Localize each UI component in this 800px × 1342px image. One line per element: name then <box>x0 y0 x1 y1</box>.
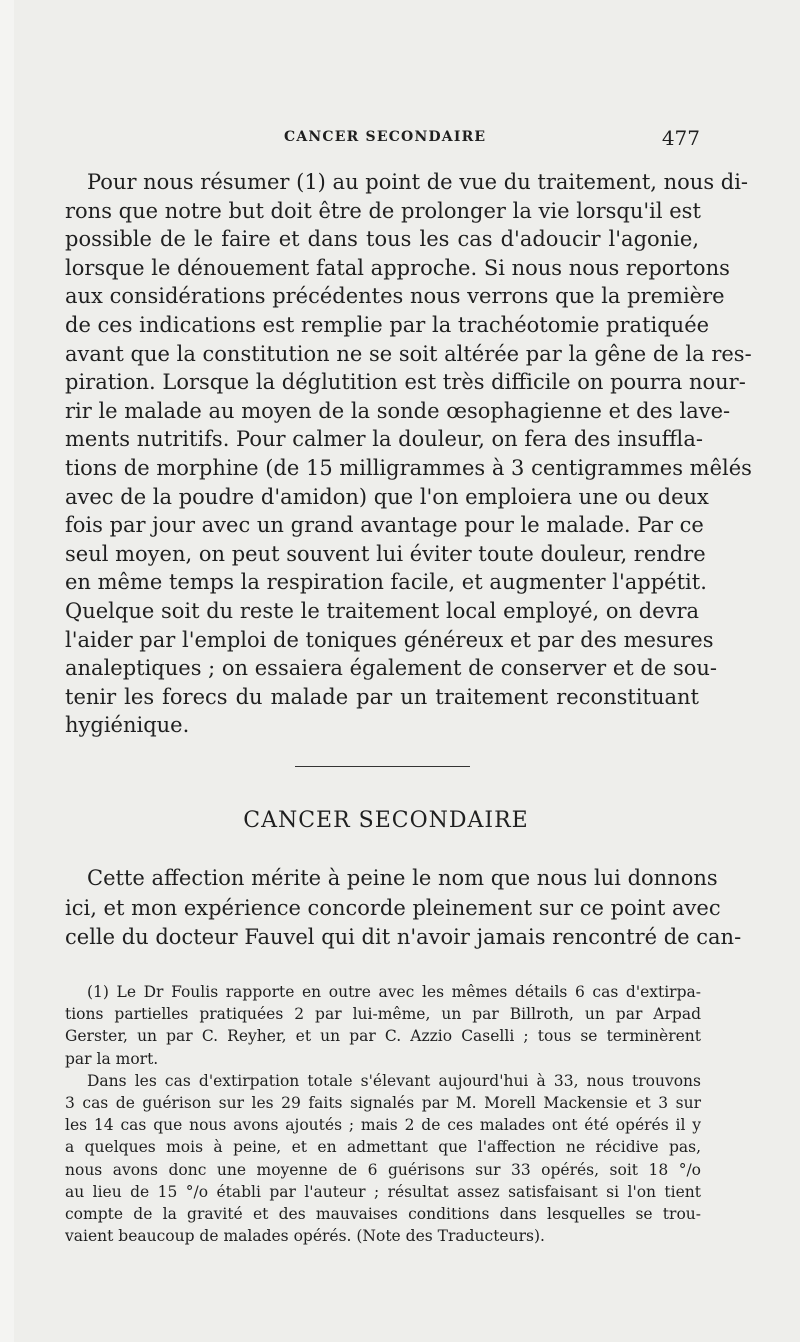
footnote-line: Dans les cas d'extirpation totale s'élevant aujourd'hui à 33, nous trouvons <box>87 1071 701 1090</box>
footnote-line: a quelques mois à peine, et en admettant que l'affection ne récidive pas, <box>65 1138 701 1157</box>
text-line: lorsque le dénouement fatal approche. Si nous nous reportons <box>65 255 730 280</box>
text-line: hygiénique. <box>65 713 190 738</box>
text-line: Quelque soit du reste le traitement local employé, on devra <box>65 598 699 623</box>
footnote-line: Gerster, un par C. Reyher, et un par C. Azzio Caselli ; tous se terminèrent <box>65 1027 701 1046</box>
section-title: CANCER SECONDAIRE <box>243 808 529 833</box>
text-line: en même temps la respiration facile, et augmenter l'appétit. <box>65 570 707 595</box>
text-line: rir le malade au moyen de la sonde œsophagienne et des lave- <box>65 398 731 423</box>
text-line: ments nutritifs. Pour calmer la douleur, on fera des insuffla- <box>65 427 703 452</box>
text-line: piration. Lorsque la déglutition est très difficile on pourra nour- <box>65 370 746 395</box>
text-line: tenir les forecs du malade par un traitement reconstituant <box>65 684 699 709</box>
footnote-line: tions partielles pratiquées 2 par lui-même, un par Billroth, un par Arpad <box>65 1005 701 1024</box>
footnote-line: nous avons donc une moyenne de 6 guérisons sur 33 opérés, soit 18 °/o <box>65 1160 701 1179</box>
footnotes <box>65 981 701 1247</box>
paragraph-secondary-cancer <box>65 864 742 953</box>
text-line: de ces indications est remplie par la trachéotomie pratiquée <box>65 312 710 337</box>
section-divider <box>295 766 470 767</box>
text-line: rons que notre but doit être de prolonger la vie lorsqu'il est <box>65 198 701 223</box>
text-line: Cette affection mérite à peine le nom que nous lui donnons <box>87 866 718 890</box>
footnote-line: compte de la gravité et des mauvaises conditions dans lesquelles se trou- <box>65 1205 701 1224</box>
text-line: celle du docteur Fauvel qui dit n'avoir jamais rencontré de can- <box>65 925 742 950</box>
text-line: aux considérations précédentes nous verrons que la première <box>65 284 725 309</box>
footnote-line: par la mort. <box>65 1049 159 1068</box>
text-line: ici, et mon expérience concorde pleinement sur ce point avec <box>65 895 721 920</box>
footnote-line: les 14 cas que nous avons ajoutés ; mais 2 de ces malades ont été opérés il y <box>65 1116 701 1135</box>
text-line: Pour nous résumer (1) au point de vue du traitement, nous di- <box>87 170 749 194</box>
scan-margin <box>0 0 14 1342</box>
text-line: seul moyen, on peut souvent lui éviter toute douleur, rendre <box>65 541 706 566</box>
page-number: 477 <box>661 126 700 150</box>
running-head-title: CANCER SECONDAIRE <box>284 129 487 145</box>
text-line: possible de le faire et dans tous les cas d'adoucir l'agonie, <box>65 227 699 252</box>
text-line: analeptiques ; on essaiera également de conserver et de sou- <box>65 656 717 681</box>
footnote-line: au lieu de 15 °/o établi par l'auteur ; résultat assez satisfaisant si l'on tient <box>65 1182 701 1201</box>
text-line: l'aider par l'emploi de toniques généreux et par des mesures <box>65 627 714 652</box>
footnote-line: 3 cas de guérison sur les 29 faits signalés par M. Morell Mackensie et 3 sur <box>65 1094 701 1113</box>
running-head <box>60 126 700 150</box>
paragraph-treatment <box>65 168 752 740</box>
text-line: avec de la poudre d'amidon) que l'on emploiera une ou deux <box>65 484 709 509</box>
footnote-line: (1) Le Dr Foulis rapporte en outre avec les mêmes détails 6 cas d'extirpa- <box>87 983 701 1001</box>
text-line: fois par jour avec un grand avantage pour le malade. Par ce <box>65 513 704 538</box>
footnote-line: vaient beaucoup de malades opérés. (Note des Traducteurs). <box>65 1227 545 1246</box>
text-line: tions de morphine (de 15 milligrammes à 3 centigrammes mêlés <box>65 455 752 480</box>
text-line: avant que la constitution ne se soit altérée par la gêne de la res- <box>65 341 752 366</box>
